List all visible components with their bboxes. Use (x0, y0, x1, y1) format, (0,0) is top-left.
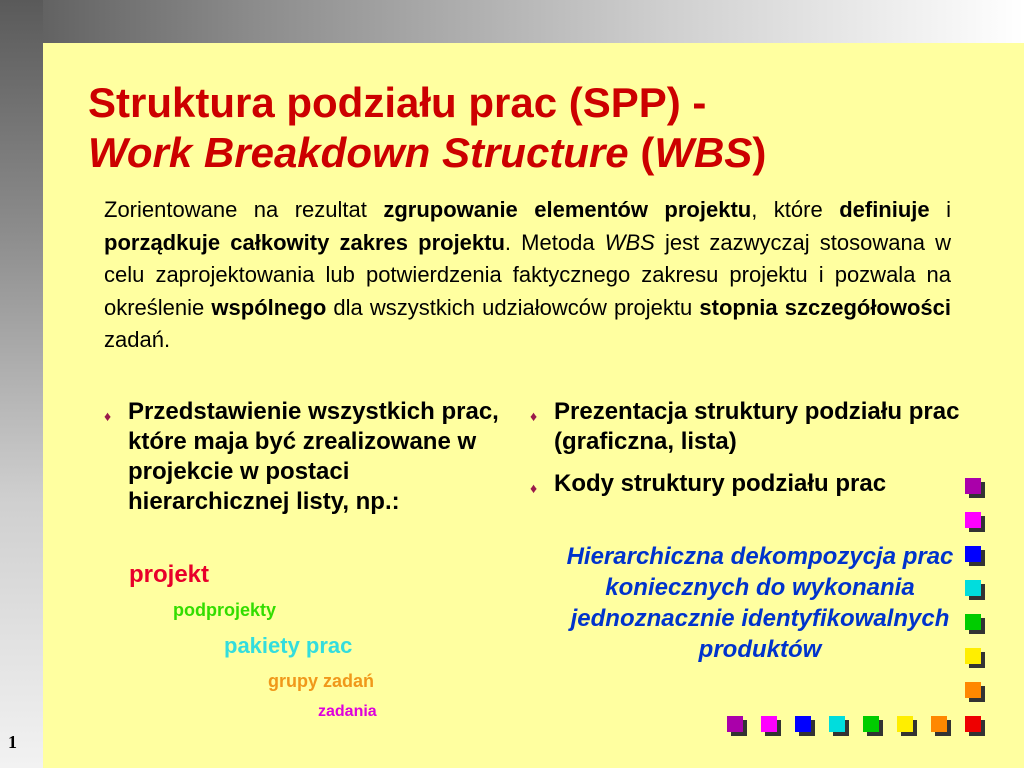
hierarchy-level-3: pakiety prac (224, 633, 353, 658)
decorative-square (965, 546, 981, 562)
diamond-bullet-icon: ♦ (104, 408, 112, 424)
title-wbs-full: Work Breakdown Structure (88, 129, 629, 176)
decorative-square (965, 478, 981, 494)
decorative-square (931, 716, 947, 732)
decorative-square (829, 716, 845, 732)
decorative-square (761, 716, 777, 732)
top-gradient-bar (0, 0, 1024, 43)
decorative-square (965, 716, 981, 732)
hierarchy-level-5: zadania (318, 703, 377, 720)
diamond-bullet-icon: ♦ (530, 480, 538, 496)
description-paragraph: Zorientowane na rezultat zgrupowanie elementów projektu, które definiuje i porządkuje całkowity zakres projektu. Metoda WBS jest zazwyczaj stosowana w celu zaprojektowania lub potwierdzenia faktycznego zakresu projektu i pozwala na określenie wspólnego dla wszystkich udziałowców projektu stopnia szczegółowości zadań. (104, 197, 952, 352)
title-line-2: Work Breakdown Structure (WBS) (88, 129, 767, 176)
decorative-square (863, 716, 879, 732)
decorative-square (727, 716, 743, 732)
hierarchy-level-2: podprojekty (173, 600, 277, 620)
slide-title (88, 78, 766, 178)
decorative-square (965, 614, 981, 630)
hierarchy-level-4: grupy zadań (268, 671, 375, 691)
diamond-bullet-icon: ♦ (530, 408, 538, 424)
hierarchy-level-1: projekt (129, 561, 210, 588)
bullet-item: ♦ Prezentacja struktury podziału prac (graficzna, lista) (530, 398, 960, 455)
page-number: 1 (8, 732, 17, 752)
bullet-item: ♦ Przedstawienie wszystkich prac, które maja być zrealizowane w projekcie w postaci hierarchicznej listy, np.: (104, 398, 499, 515)
title-line-1: Struktura podziału prac (SPP) - (88, 79, 707, 126)
decorative-square (897, 716, 913, 732)
right-bullet-list (526, 397, 966, 511)
bullet-item: ♦ Kody struktury podziału prac (526, 469, 966, 499)
decorative-square (965, 580, 981, 596)
title-wbs-abbr: WBS (654, 129, 753, 176)
decorative-square (965, 512, 981, 528)
left-gradient-bar (0, 0, 43, 768)
left-bullet-list (100, 397, 500, 529)
hierarchical-decomposition-note: Hierarchiczna dekompozycja prac koniecznych do wykonania jednoznacznie identyfikowalnych produktów (566, 543, 954, 663)
decorative-square (795, 716, 811, 732)
decorative-square (965, 682, 981, 698)
decorative-square (965, 648, 981, 664)
